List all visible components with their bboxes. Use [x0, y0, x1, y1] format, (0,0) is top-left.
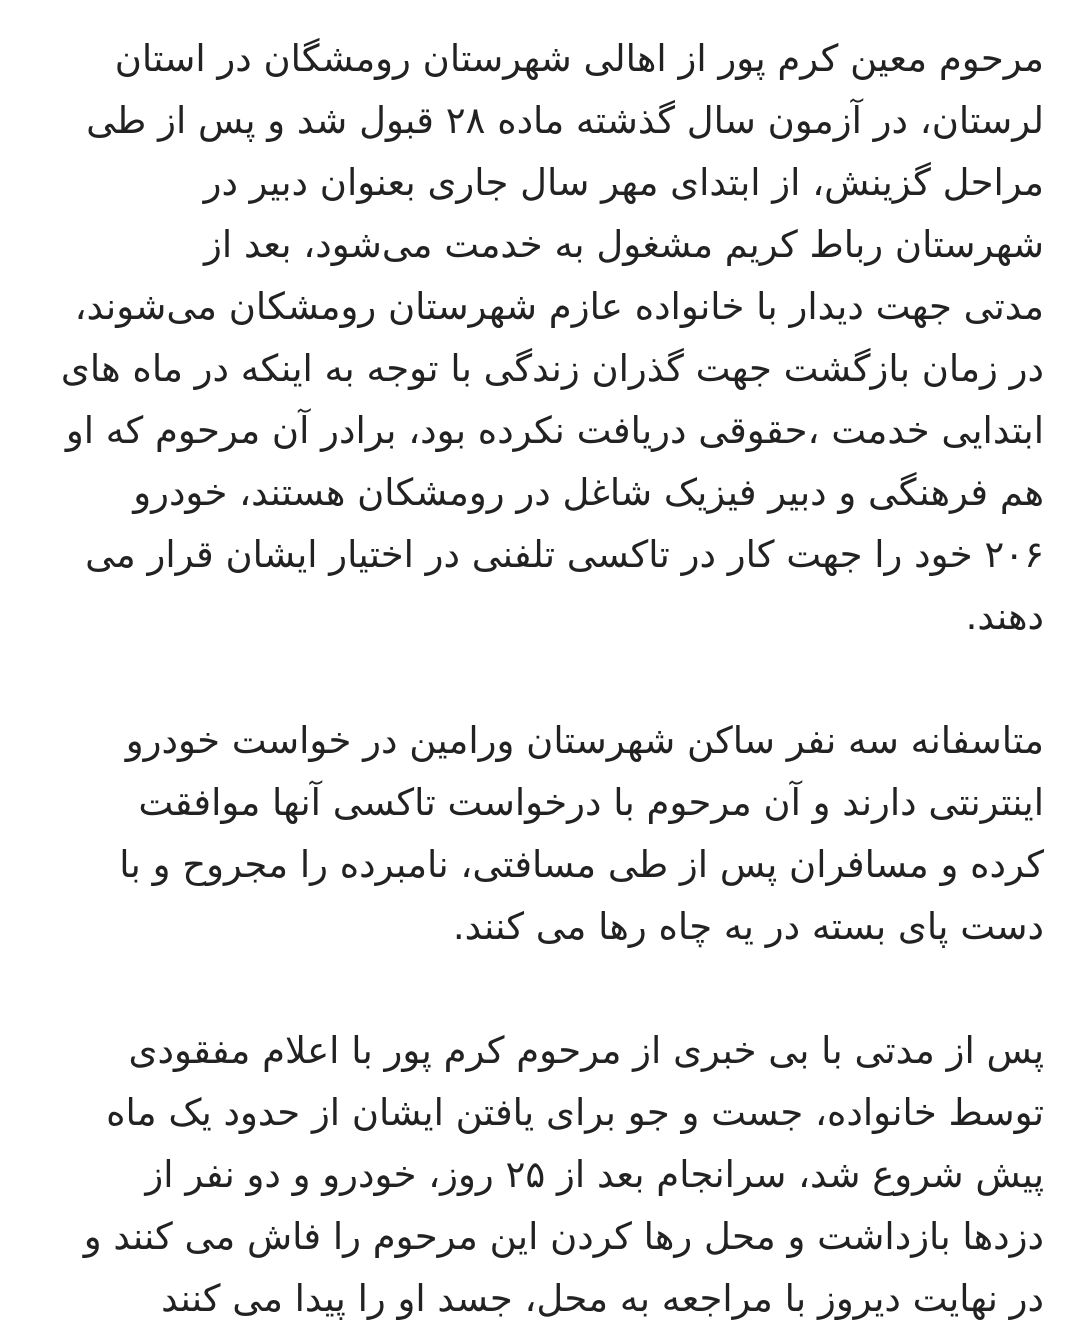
text-line: دهند.: [965, 595, 1044, 638]
paragraph-spacer: [36, 958, 1044, 1020]
paragraph-spacer: [36, 648, 1044, 710]
text-line: دست پای بسته در یه چاه رها می کنند.: [452, 905, 1044, 948]
paragraph-3: [36, 1020, 1044, 1330]
text-line: دزدها بازداشت و محل رها کردن این مرحوم را فاش می کنند و: [83, 1215, 1044, 1258]
text-line: مراحل گزینش، از ابتدای مهر سال جاری بعنوان دبیر در: [203, 161, 1044, 204]
text-line: اینترنتی دارند و آن مرحوم با درخواست تاکسی آنها موافقت: [138, 781, 1044, 824]
text-line: مدتی جهت دیدار با خانواده عازم شهرستان رومشکان می‌شوند،: [74, 285, 1044, 328]
text-line: مرحوم معین کرم پور از اهالی شهرستان رومشگان در استان: [114, 37, 1044, 80]
text-line: هم فرهنگی و دبیر فیزیک شاغل در رومشکان هستند، خودرو: [133, 471, 1044, 514]
article-body: [36, 28, 1044, 1330]
text-line: لرستان، در آزمون سال گذشته ماده ۲۸ قبول شد و پس از طی: [86, 99, 1044, 142]
text-line: در زمان بازگشت جهت گذران زندگی با توجه به اینکه در ماه های: [60, 347, 1044, 390]
text-line: در نهایت دیروز با مراجعه به محل، جسد او را پیدا می کنند: [161, 1277, 1044, 1320]
paragraph-1: [36, 28, 1044, 648]
text-line: شهرستان رباط کریم مشغول به خدمت می‌شود، بعد از: [204, 223, 1044, 266]
text-line: توسط خانواده، جست و جو برای یافتن ایشان از حدود یک ماه: [106, 1091, 1044, 1134]
text-line: ۲۰۶ خود را جهت کار در تاکسی تلفنی در اختیار ایشان قرار می: [85, 533, 1044, 576]
paragraph-2: [36, 710, 1044, 958]
text-line: متاسفانه سه نفر ساکن شهرستان ورامین در خواست خودرو: [125, 719, 1044, 762]
text-line: ابتدایی خدمت ،حقوقی دریافت نکرده بود، برادر آن مرحوم که او: [65, 409, 1044, 452]
text-line: پیش شروع شد، سرانجام بعد از ۲۵ روز، خودرو و دو نفر از: [145, 1153, 1044, 1196]
text-line: پس از مدتی با بی خبری از مرحوم کرم پور با اعلام مفقودی: [128, 1029, 1044, 1072]
text-line: کرده و مسافران پس از طی مسافتی، نامبرده را مجروح و با: [119, 843, 1044, 886]
